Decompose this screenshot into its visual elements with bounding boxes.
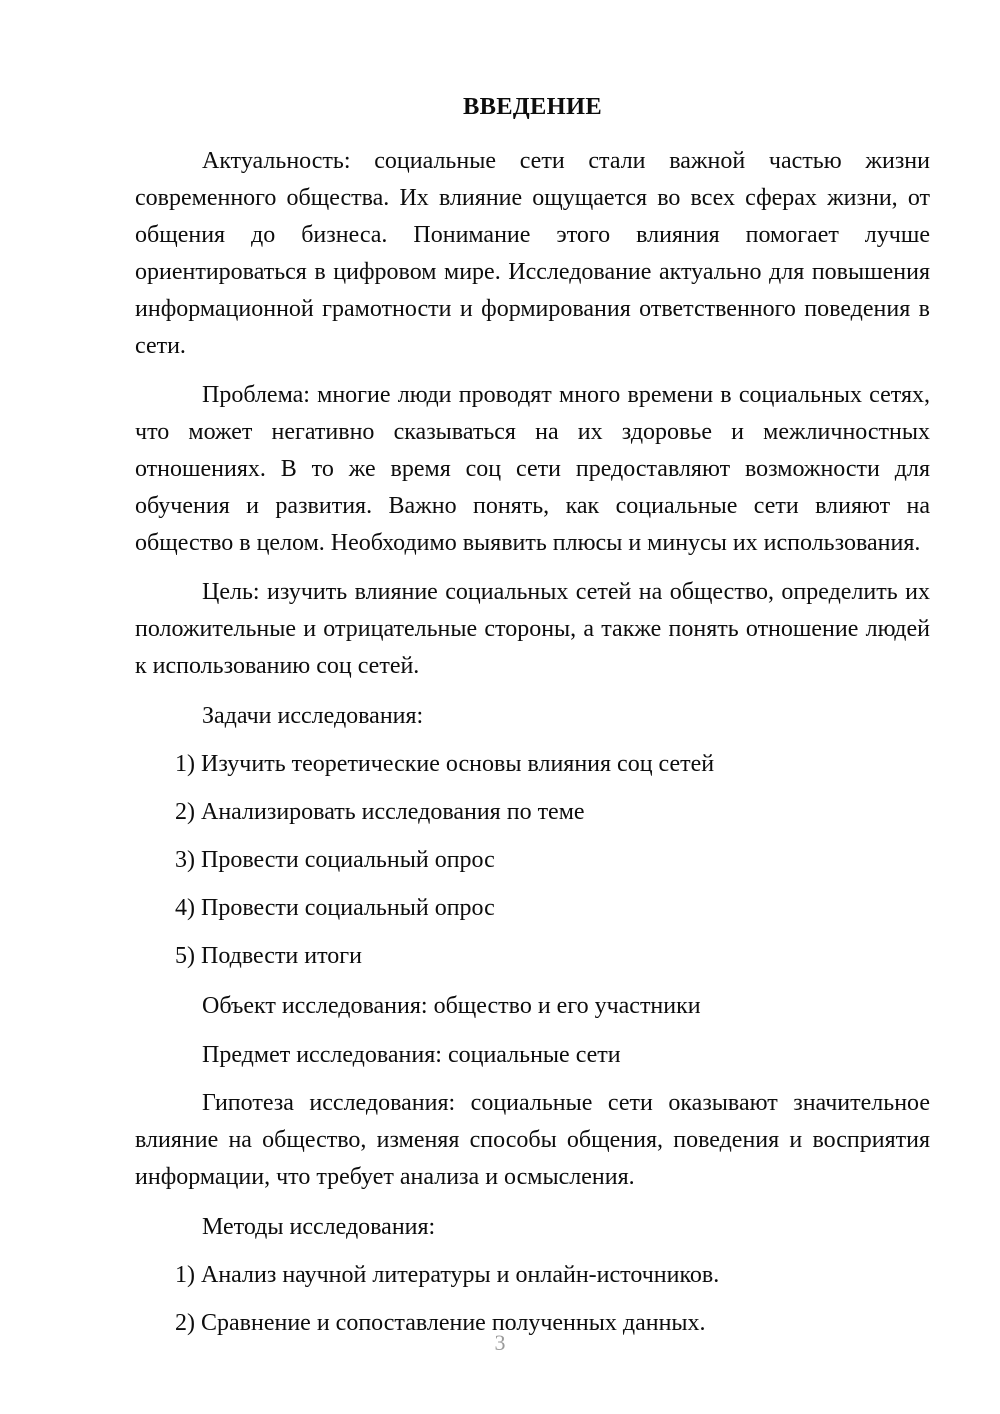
spacer [135,735,930,746]
spacer [135,1196,930,1209]
paragraph-hypothesis: Гипотеза исследования: социальные сети оказывают значительное влияние на общество, изменяя способы общения, поведения и восприятия информации, что требует анализа и осмысления. [135,1090,930,1191]
object-of-research: Объект исследования: общество и его участники [202,993,701,1020]
list-item: 1) Изучить теоретические основы влияния соц сетей [175,751,715,778]
page-number: 3 [494,1330,506,1355]
tasks-heading: Задачи исследования: [202,703,424,730]
spacer [135,1074,930,1085]
list-item: 4) Провести социальный опрос [175,895,495,922]
list-item: 1) Анализ научной литературы и онлайн-источников. [175,1262,720,1289]
spacer [135,685,930,698]
page-title: ВВЕДЕНИЕ [462,93,603,120]
list-item: 2) Анализировать исследования по теме [175,799,585,826]
paragraph-goal: Цель: изучить влияние социальных сетей на общество, определить их положительные и отрицательные стороны, а также понять отношение людей к использованию соц сетей. [135,579,930,680]
list-item: 5) Подвести итоги [175,943,362,970]
paragraph-relevance: Актуальность: социальные сети стали важной частью жизни современного общества. Их влияние ощущается во всех сферах жизни, от общения до бизнеса. Понимание этого влияния помогает лучше ориентироваться в цифровом мире. Исследование актуально для повышения информационной грамотности и формирования ответственного поведения в сети. [135,148,930,360]
methods-heading: Методы исследования: [202,1214,436,1241]
spacer [135,975,930,988]
subject-of-research: Предмет исследования: социальные сети [202,1042,621,1069]
paragraph-problem: Проблема: многие люди проводят много времени в социальных сетях, что может негативно сказываться на их здоровье и межличностных отношениях. В то же время соц сети предоставляют возможности для обучения и развития. Важно понять, как социальные сети влияют на общество в целом. Необходимо выявить плюсы и минусы их использования. [135,382,930,557]
list-item: 2) Сравнение и сопоставление полученных данных. [175,1310,706,1337]
spacer [135,1246,930,1257]
list-item: 3) Провести социальный опрос [175,847,495,874]
document-body [135,0,930,1342]
tasks-list [135,746,930,975]
